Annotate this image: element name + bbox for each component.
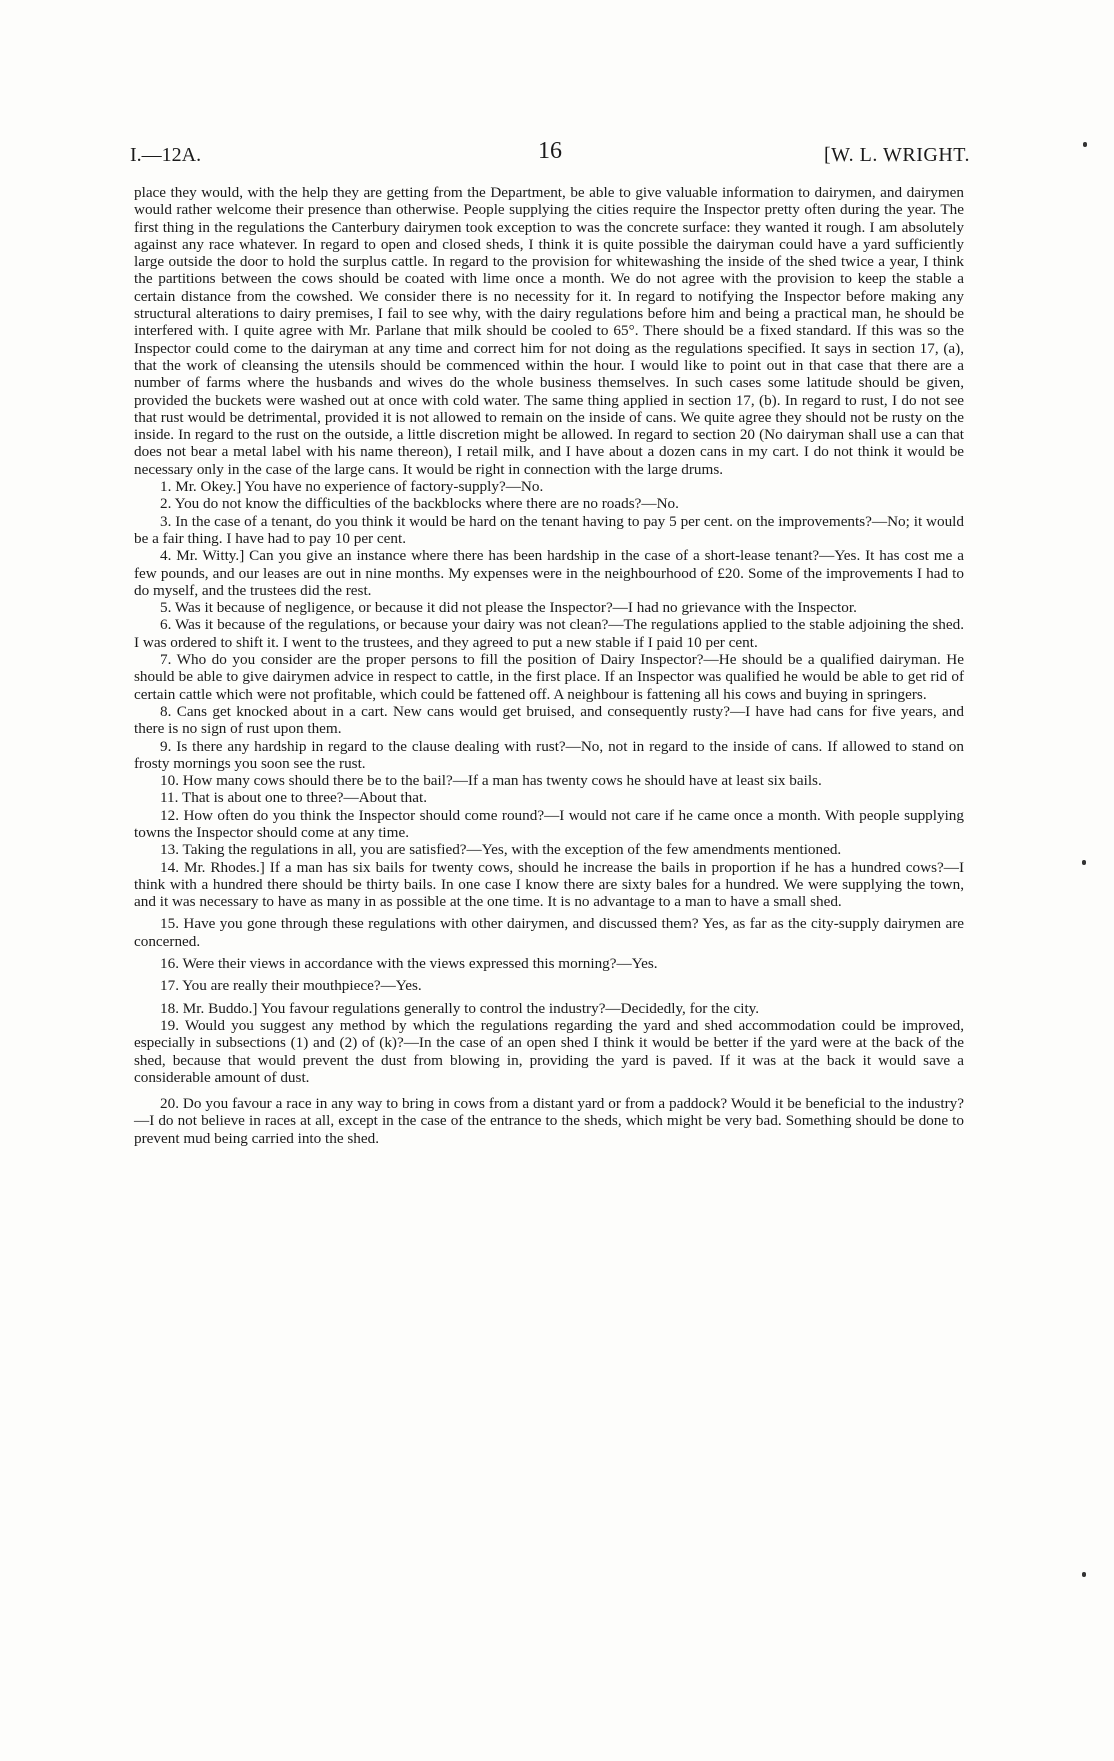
question-18: 18. Mr. Buddo.] You favour regulations generally to control the industry?—Decidedly, for the city. xyxy=(160,999,760,1017)
question-19: 19. Would you suggest any method by which the regulations regarding the yard and shed accommodation could be improved, especially in subsections (1) and (2) of (k)?—In the case of an open shed I think it would be better if the yard were at the back of the shed, because that would prevent the dust from blowing in, providing the yard is paved. If it was at the back it would save a considerable amount of dust. xyxy=(134,1016,964,1086)
page-number: 16 xyxy=(538,138,562,164)
question-17: 17. You are really their mouthpiece?—Yes. xyxy=(160,977,422,995)
scan-speck xyxy=(1083,142,1087,147)
question-10: 10. How many cows should there be to the bail?—If a man has twenty cows he should have at least six bails. xyxy=(160,772,822,790)
question-2: 2. You do not know the difficulties of the backblocks where there are no roads?—No. xyxy=(160,495,679,513)
question-20: 20. Do you favour a race in any way to bring in cows from a distant yard or from a paddock? Would it be beneficial to the industry?—I do not believe in races at all, except in the case of the entrance to the sheds, which might be very bad. Something should be done to prevent mud being carried into the shed. xyxy=(134,1095,964,1147)
question-12: 12. How often do you think the Inspector should come round?—I would not care if he came once a month. With people supplying towns the Inspector should come at any time. xyxy=(134,806,964,841)
question-6: 6. Was it because of the regulations, or because your dairy was not clean?—The regulations applied to the stable adjoining the shed. I was ordered to shift it. I went to the trustees, and they agreed to put a new stable if I paid 10 per cent. xyxy=(134,616,964,651)
witness-name: [W. L. WRIGHT. xyxy=(823,144,970,166)
question-11: 11. That is about one to three?—About that. xyxy=(160,789,427,807)
question-1: 1. Mr. Okey.] You have no experience of factory-supply?—No. xyxy=(160,478,544,496)
body-text xyxy=(134,184,964,1147)
document-reference: I.—12A. xyxy=(130,144,202,166)
question-9: 9. Is there any hardship in regard to the clause dealing with rust?—No, not in regard to the inside of cans. If allowed to stand on frosty mornings you soon see the rust. xyxy=(134,737,964,772)
question-15: 15. Have you gone through these regulations with other dairymen, and discussed them? Yes, as far as the city-supply dairymen are concerned. xyxy=(134,915,964,950)
question-4: 4. Mr. Witty.] Can you give an instance where there has been hardship in the case of a short-lease tenant?—Yes. It has cost me a few pounds, and our leases are out in nine months. My expenses were in the neighbourhood of £20. Some of the improvements I had to do myself, and the trustees did the rest. xyxy=(134,547,964,599)
question-7: 7. Who do you consider are the proper persons to fill the position of Dairy Inspector?—He should be a qualified dairyman. He should be able to give dairymen advice in respect to cattle, in the first place. If an Inspector was qualified he would be able to get rid of certain cattle which were not profitable, which could be fattened off. A neighbour is fattening all his cows and buying in springers. xyxy=(134,651,964,703)
question-5: 5. Was it because of negligence, or because it did not please the Inspector?—I had no grievance with the Inspector. xyxy=(160,599,857,617)
intro-paragraph: place they would, with the help they are getting from the Department, be able to give valuable information to dairymen, and dairymen would rather welcome their presence than otherwise. People supplying the cities require the Inspector pretty often during the year. The first thing in the regulations the Canterbury dairymen took exception to was the concrete surface: they wanted it rough. I am absolutely against any race whatever. In regard to open and closed sheds, I think it is quite possible the dairyman could have a yard sufficiently large outside the door to hold the surplus cattle. In regard to the provision for whitewashing the inside of the shed twice a year, I think the partitions between the cows should be coated with lime once a month. We do not agree with the provision to keep the stable a certain distance from the cowshed. We consider there is no necessity for it. In regard to notifying the Inspector before making any structural alterations to dairy premises, I fail to see why, with the dairy regulations before him and being a practical man, he should be interfered with. I quite agree with Mr. Parlane that milk should be cooled to 65°. There should be a fixed standard. If this was so the Inspector could come to the dairyman at any time and correct him for not doing as the regulations specified. It says in section 17, (a), that the work of cleansing the utensils should be commenced within the hour. I would like to point out in that case that there are a number of farms where the husbands and wives do the whole business themselves. In such cases some latitude should be given, provided the buckets were washed out at once with cold water. The same thing applied in section 17, (b). In regard to rust, I do not see that rust would be detrimental, provided it is not allowed to remain on the inside of cans. We quite agree they should not be rusty on the inside. In regard to the rust on the outside, a little discretion might be allowed. In regard to section 20 (No dairyman shall use a can that does not bear a metal label with his name thereon), I retail milk, and I have about a dozen cans in my cart. I do not think it would be necessary only in the case of the large cans. It would be right in connection with the large drums. xyxy=(134,184,964,478)
question-8: 8. Cans get knocked about in a cart. New cans would get bruised, and consequently rusty?—I have had cans for five years, and there is no sign of rust upon them. xyxy=(134,702,964,738)
scan-speck xyxy=(1082,1572,1086,1577)
question-13: 13. Taking the regulations in all, you are satisfied?—Yes, with the exception of the few amendments mentioned. xyxy=(160,841,842,859)
question-3: 3. In the case of a tenant, do you think it would be hard on the tenant having to pay 5 per cent. on the improvements?—No; it would be a fair thing. I have had to pay 10 per cent. xyxy=(134,512,964,547)
question-16: 16. Were their views in accordance with the views expressed this morning?—Yes. xyxy=(160,955,658,973)
question-14: 14. Mr. Rhodes.] If a man has six bails for twenty cows, should he increase the bails in proportion if he has a hundred cows?—I think with a hundred there should be thirty bails. In one case I know there are sixty bales for a hundred. We were supplying the town, and it was necessary to have as many in as possible at the one time. It is no advantage to a man to have a small shed. xyxy=(134,858,964,911)
page-header xyxy=(130,138,970,172)
scan-speck xyxy=(1082,860,1086,865)
